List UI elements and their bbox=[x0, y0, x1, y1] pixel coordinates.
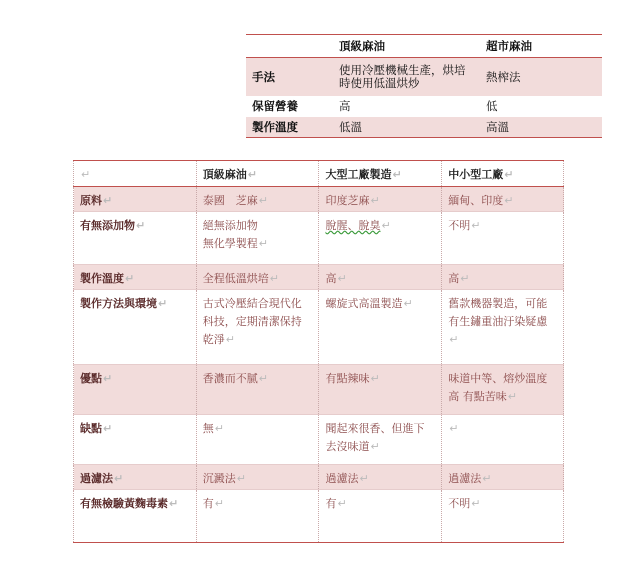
cell-premium: 全程低溫烘培↵ bbox=[196, 265, 319, 290]
table-row bbox=[74, 490, 564, 543]
cell-small-factory: ↵ bbox=[442, 415, 564, 465]
table-row bbox=[74, 212, 564, 265]
cell-large-factory: 過濾法↵ bbox=[319, 465, 442, 490]
table-row bbox=[74, 187, 564, 212]
row-label: 製作溫度 bbox=[246, 117, 333, 138]
cell-premium: 沉澱法↵ bbox=[196, 465, 319, 490]
row-label: 有無添加物↵ bbox=[74, 212, 197, 265]
cell-large-factory: 聞起來很香、但進下去沒味道↵ bbox=[319, 415, 442, 465]
cell-large-factory: 有點辣味↵ bbox=[319, 365, 442, 415]
table-row bbox=[74, 465, 564, 490]
cell-small-factory: 緬甸、印度↵ bbox=[442, 187, 564, 212]
header-cell-empty: ↵ bbox=[74, 161, 197, 187]
table-row bbox=[74, 265, 564, 290]
cell-market: 低 bbox=[486, 99, 498, 113]
row-label: 手法 bbox=[246, 58, 333, 97]
header-cell-market: 超市麻油 bbox=[480, 35, 602, 58]
cell-premium: 絕無添加物 無化學製程↵ bbox=[196, 212, 319, 265]
header-cell-premium: 頂級麻油↵ bbox=[196, 161, 319, 187]
row-label: 有無檢驗黃麴毒素↵ bbox=[74, 490, 197, 543]
table-header-row bbox=[246, 35, 602, 58]
cell-small-factory: 高↵ bbox=[442, 265, 564, 290]
cell-market: 高溫 bbox=[480, 117, 602, 138]
cell-premium: 泰國 芝麻↵ bbox=[196, 187, 319, 212]
table-header-row bbox=[74, 161, 564, 187]
cell-large-factory: 高↵ bbox=[319, 265, 442, 290]
table-row bbox=[246, 96, 602, 117]
cell-small-factory: 不明↵ bbox=[442, 212, 564, 265]
row-label: 保留營養 bbox=[252, 99, 298, 113]
table-row bbox=[246, 58, 602, 97]
cell-premium: 有↵ bbox=[196, 490, 319, 543]
row-label: 優點↵ bbox=[74, 365, 197, 415]
cell-premium: 香濃而不膩↵ bbox=[196, 365, 319, 415]
table-row bbox=[74, 290, 564, 365]
comparison-table-large bbox=[73, 160, 564, 543]
header-cell-empty bbox=[246, 35, 333, 58]
cell-small-factory: 不明↵ bbox=[442, 490, 564, 543]
cell-large-factory: 有↵ bbox=[319, 490, 442, 543]
row-label: 原料↵ bbox=[74, 187, 197, 212]
cell-small-factory: 味道中等、熔炒溫度高 有點苦味↵ bbox=[442, 365, 564, 415]
table-row bbox=[246, 117, 602, 138]
header-cell-large-factory: 大型工廠製造↵ bbox=[319, 161, 442, 187]
row-label: 製作溫度↵ bbox=[74, 265, 197, 290]
cell-market: 熱榨法 bbox=[480, 58, 602, 97]
cell-large-factory: 脫腥、脫臭↵ bbox=[319, 212, 442, 265]
table-row bbox=[74, 415, 564, 465]
cell-large-factory: 螺旋式高溫製造↵ bbox=[319, 290, 442, 365]
cell-large-factory: 印度芝麻↵ bbox=[319, 187, 442, 212]
header-cell-premium: 頂級麻油 bbox=[333, 35, 480, 58]
comparison-table-small bbox=[246, 34, 602, 138]
cell-small-factory: 過濾法↵ bbox=[442, 465, 564, 490]
cell-premium: 使用冷壓機械生產，烘培時使用低溫烘炒 bbox=[333, 58, 480, 97]
cell-premium: 無↵ bbox=[196, 415, 319, 465]
row-label: 缺點↵ bbox=[74, 415, 197, 465]
cell-premium: 古式冷壓結合現代化科技，定期清潔保持乾淨↵ bbox=[196, 290, 319, 365]
cell-premium: 低溫 bbox=[333, 117, 480, 138]
cell-small-factory: 舊款機器製造，可能有生鏽重油汙染疑慮↵ bbox=[442, 290, 564, 365]
table-row bbox=[74, 365, 564, 415]
row-label: 製作方法與環境↵ bbox=[74, 290, 197, 365]
cell-premium: 高 bbox=[339, 99, 351, 113]
header-cell-small-factory: 中小型工廠↵ bbox=[442, 161, 564, 187]
row-label: 過濾法↵ bbox=[74, 465, 197, 490]
